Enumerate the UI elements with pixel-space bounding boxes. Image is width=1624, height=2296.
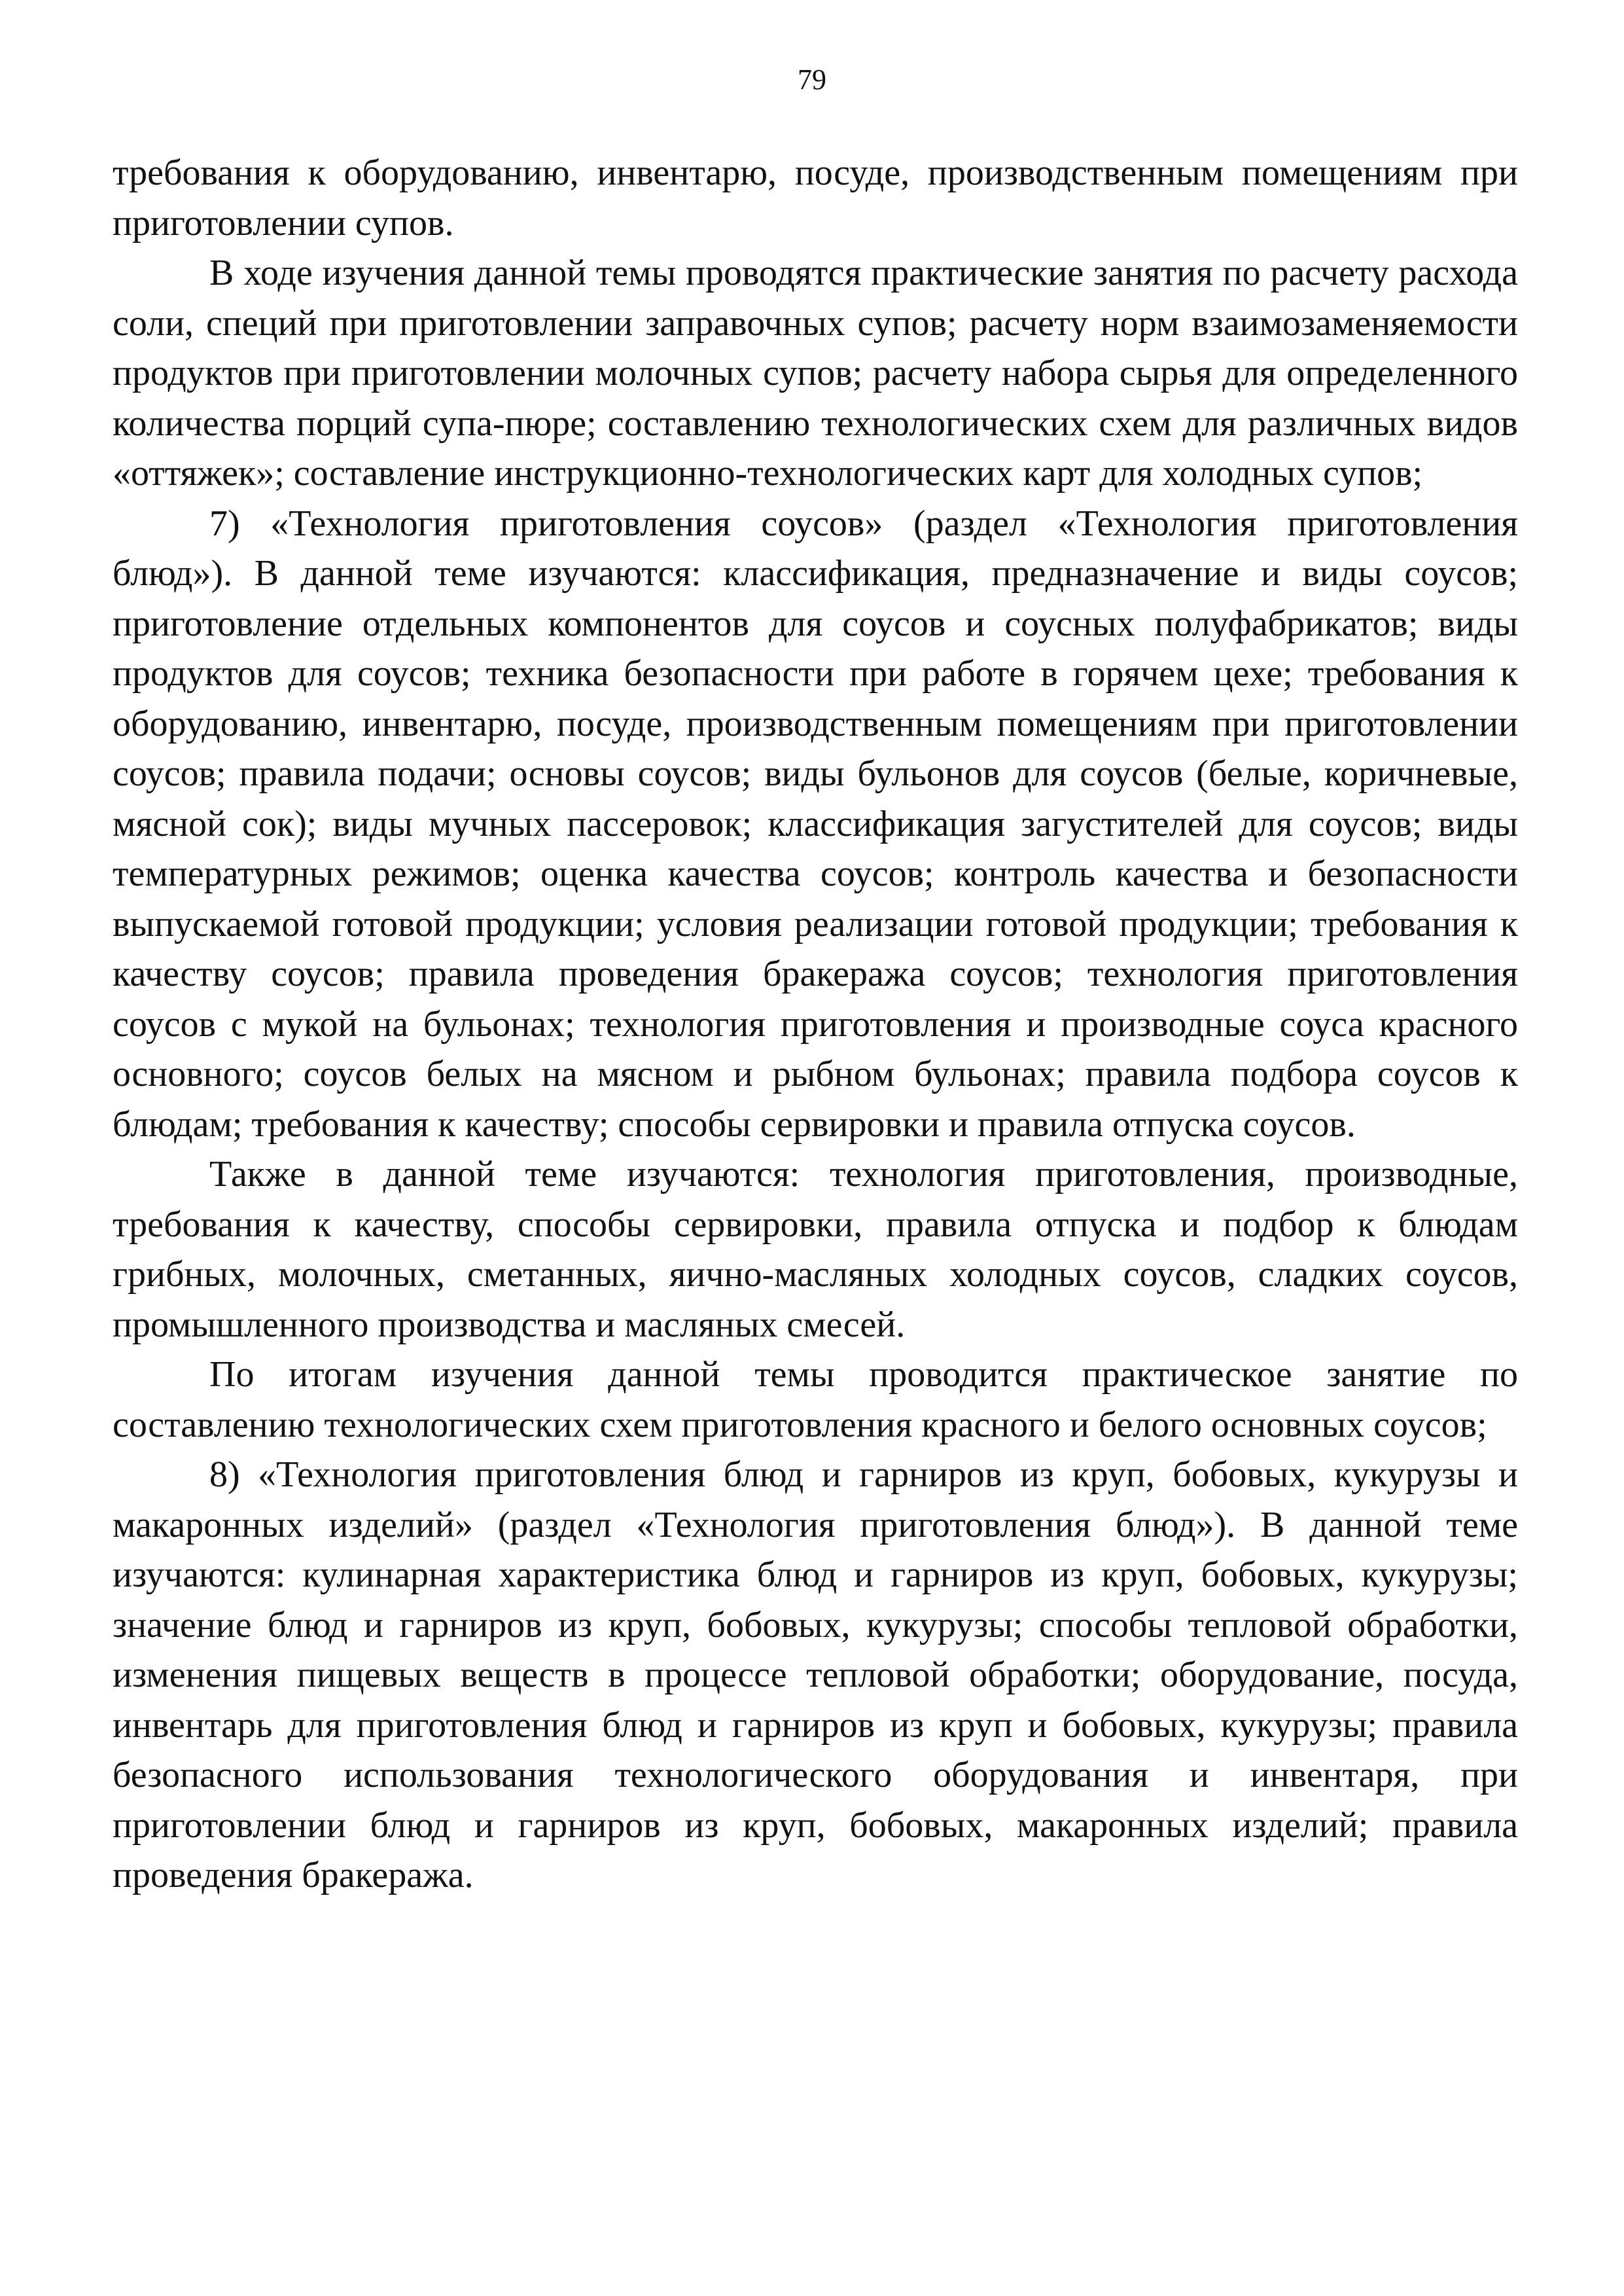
page-number: 79 xyxy=(798,63,826,96)
paragraph-sauces-practical: По итогам изучения данной темы проводится практическое занятие по составлению технологических схем приготовления красного и белого основных соусов; xyxy=(113,1354,1518,1445)
document-body xyxy=(113,148,1518,1901)
paragraph-sauces-additional: Также в данной теме изучаются: технология приготовления, производные, требования к качеству, способы сервировки, правила отпуска и подбор к блюдам грибных, молочных, сметанных, яично-масляных холодных соусов, сладких соусов, промышленного производства и масляных смесей. xyxy=(113,1154,1518,1345)
paragraph-practical-classes-soups: В ходе изучения данной темы проводятся практические занятия по расчету расхода соли, специй при приготовлении заправочных супов; расчету норм взаимозаменяемости продуктов при приготовлении молочных супов; расчету набора сырья для определенного количества порций супа-пюре; составлению технологических схем для различных видов «оттяжек»; составление инструкционно-технологических карт для холодных супов; xyxy=(113,253,1518,493)
paragraph-continuation: требования к оборудованию, инвентарю, посуде, производственным помещениям при приготовлении супов. xyxy=(113,152,1518,243)
paragraph-topic-7-sauces: 7) «Технология приготовления соусов» (раздел «Технология приготовления блюд»). В данной теме изучаются: классификация, предназначение и виды соусов; приготовление отдельных компонентов для соусов и соусных полуфабрикатов; виды продуктов для соусов; техника безопасности при работе в горячем цехе; требования к оборудованию, инвентарю, посуде, производственным помещениям при приготовлении соусов; правила подачи; основы соусов; виды бульонов для соусов (белые, коричневые, мясной сок); виды мучных пассеровок; классификация загустителей для соусов; виды температурных режимов; оценка качества соусов; контроль качества и безопасности выпускаемой готовой продукции; условия реализации готовой продукции; требования к качеству соусов; правила проведения бракеража соусов; технология приготовления соусов с мукой на бульонах; технология приготовления и производные соуса красного основного; соусов белых на мясном и рыбном бульонах; правила подбора соусов к блюдам; требования к качеству; способы сервировки и правила отпуска соусов. xyxy=(113,503,1518,1145)
paragraph-topic-8-grains: 8) «Технология приготовления блюд и гарниров из круп, бобовых, кукурузы и макаронных изделий» (раздел «Технология приготовления блюд»). В данной теме изучаются: кулинарная характеристика блюд и гарниров из круп, бобовых, кукурузы; значение блюд и гарниров из круп, бобовых, кукурузы; способы тепловой обработки, изменения пищевых веществ в процессе тепловой обработки; оборудование, посуда, инвентарь для приготовления блюд и гарниров из круп и бобовых, кукурузы; правила безопасного использования технологического оборудования и инвентаря, при приготовлении блюд и гарниров из круп, бобовых, макаронных изделий; правила проведения бракеража. xyxy=(113,1454,1518,1895)
